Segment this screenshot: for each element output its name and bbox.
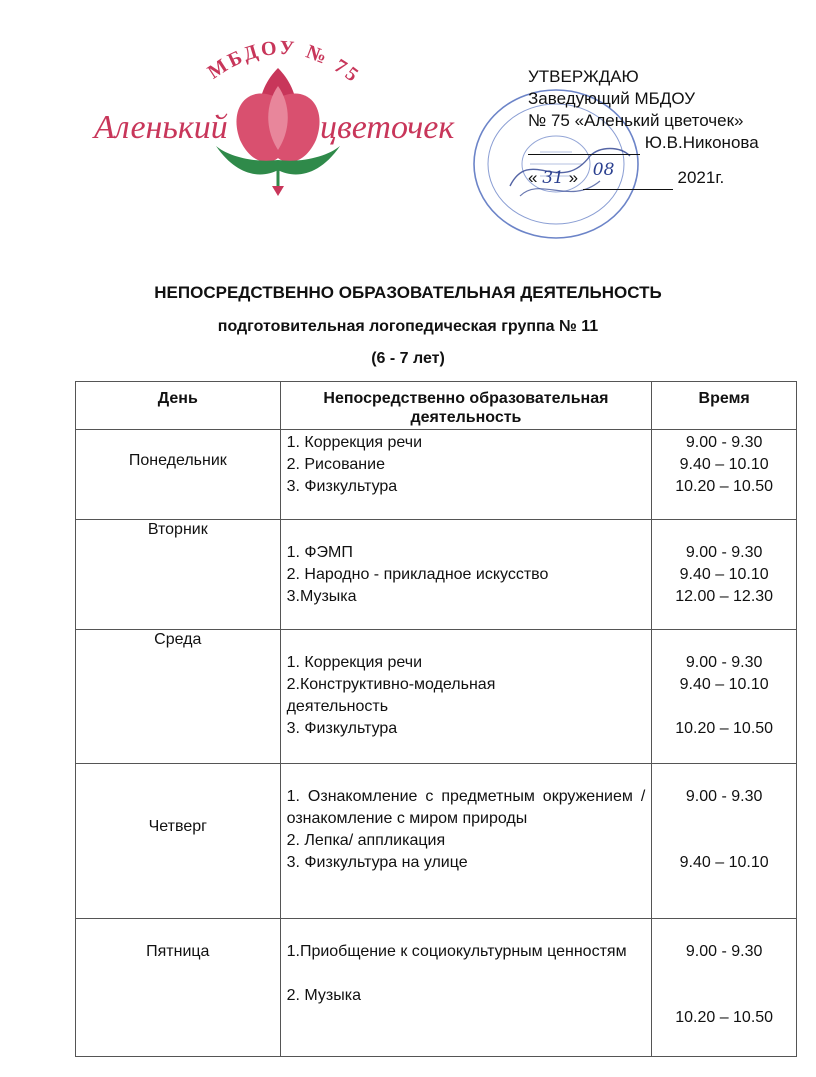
activity-item: 1. ФЭМП — [286, 544, 353, 561]
time-slot — [656, 696, 792, 718]
activity-item: 1. Коррекция речи — [286, 654, 423, 671]
activity-item — [287, 963, 646, 985]
age-subtitle: (6 - 7 лет) — [371, 350, 445, 367]
time-slot: 9.40 – 10.10 — [679, 456, 769, 473]
time-slot: 9.00 - 9.30 — [685, 788, 763, 805]
table-row — [76, 764, 797, 919]
activity-cell — [280, 919, 652, 1057]
activity-cell — [280, 520, 652, 630]
time-cell — [652, 430, 797, 520]
time-cell — [652, 630, 797, 764]
date-quote-close: » — [568, 168, 579, 187]
approval-position: Заведующий МБДОУ — [528, 89, 695, 108]
day-cell: Четверг — [76, 764, 281, 919]
time-slot: 9.40 – 10.10 — [679, 854, 769, 871]
time-slot — [656, 808, 792, 830]
time-cell — [652, 919, 797, 1057]
activity-cell — [280, 764, 652, 919]
document-title: НЕПОСРЕДСТВЕННО ОБРАЗОВАТЕЛЬНАЯ ДЕЯТЕЛЬНОСТЬ — [154, 283, 662, 302]
time-cell — [652, 764, 797, 919]
date-day: 31 — [542, 168, 564, 188]
activity-item: 3. Физкультура на улице — [286, 854, 468, 871]
time-slot: 10.20 – 10.50 — [675, 478, 774, 495]
logo-arc-text: МБДОУ № 75 — [203, 36, 365, 88]
time-slot: 9.00 - 9.30 — [685, 654, 763, 671]
day-cell: Среда — [76, 630, 281, 764]
activity-item: 1. Коррекция речи — [286, 434, 423, 451]
day-cell: Вторник — [76, 520, 281, 630]
signature-underline — [528, 132, 640, 155]
header-time: Время — [652, 382, 797, 430]
time-slot: 10.20 – 10.50 — [675, 1009, 774, 1026]
time-slot — [656, 963, 792, 985]
day-cell: Пятница — [76, 919, 281, 1057]
schedule-table — [75, 381, 797, 1057]
date-month: 08 — [592, 160, 615, 180]
date-month-underline — [583, 160, 673, 190]
activity-item: 3. Физкультура — [286, 478, 398, 495]
group-subtitle: подготовительная логопедическая группа № 11 — [217, 318, 599, 335]
activity-cell — [280, 430, 652, 520]
time-slot — [656, 985, 792, 1007]
approval-block — [528, 66, 798, 190]
table-header-row — [76, 382, 797, 430]
activity-item: 3. Физкультура — [286, 720, 398, 737]
approval-signature-line — [528, 132, 798, 155]
activity-item: 1.Приобщение к социокультурным ценностям — [286, 943, 627, 960]
time-slot: 12.00 – 12.30 — [675, 588, 774, 605]
table-row — [76, 919, 797, 1057]
activity-item: 1. Ознакомление с предметным окружением / ознакомление с миром природы — [286, 788, 646, 827]
logo-word-right: цветочек — [320, 109, 455, 146]
activity-item: 2. Лепка/ аппликация — [286, 832, 446, 849]
activity-item: 2.Конструктивно-модельная деятельность — [286, 676, 496, 715]
logo-word-left: Аленький — [94, 109, 228, 146]
table-row — [76, 630, 797, 764]
header-activity: Непосредственно образовательная деятельность — [280, 382, 652, 430]
approval-organization: № 75 «Аленький цветочек» — [528, 111, 744, 130]
activity-item: 2. Музыка — [286, 987, 361, 1004]
time-slot: 9.40 – 10.10 — [679, 676, 769, 693]
activity-cell — [280, 630, 652, 764]
time-slot: 9.00 - 9.30 — [685, 434, 763, 451]
approval-title: УТВЕРЖДАЮ — [528, 67, 639, 86]
activity-item: 3.Музыка — [286, 588, 357, 605]
time-slot: 9.00 - 9.30 — [685, 943, 763, 960]
tulip-logo-icon — [88, 28, 468, 208]
approval-signatory: Ю.В.Никонова — [644, 133, 759, 152]
time-slot: 9.00 - 9.30 — [685, 544, 763, 561]
date-quote-open: « — [528, 168, 538, 187]
day-cell: Понедельник — [76, 430, 281, 520]
activity-item: 2. Рисование — [286, 456, 385, 473]
table-row — [76, 430, 797, 520]
time-slot: 10.20 – 10.50 — [675, 720, 774, 737]
activity-item: 2. Народно - прикладное искусство — [286, 566, 549, 583]
time-slot — [656, 830, 792, 852]
time-cell — [652, 520, 797, 630]
date-year: 2021г. — [677, 168, 725, 187]
kindergarten-logo — [88, 28, 468, 208]
time-slot: 9.40 – 10.10 — [679, 566, 769, 583]
header-day: День — [76, 382, 281, 430]
approval-date-line — [528, 160, 798, 190]
table-row — [76, 520, 797, 630]
